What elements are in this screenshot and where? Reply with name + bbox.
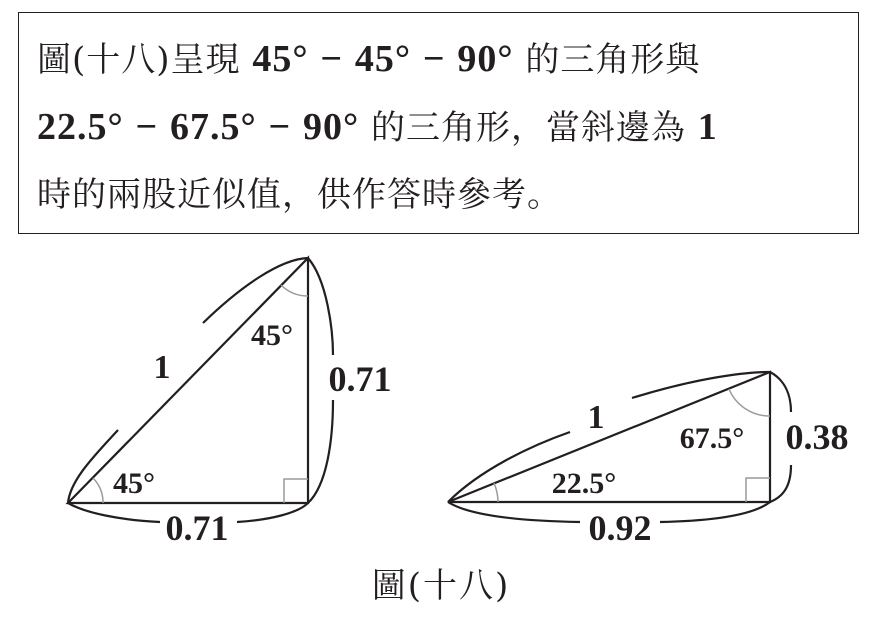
vertical-leg-brace <box>770 465 791 502</box>
figure-caption: 圖(十八) <box>371 566 511 606</box>
right-bottom-angle-label: 22.5° <box>551 467 617 500</box>
right-angle-mark <box>284 479 308 503</box>
horizontal-leg-brace <box>237 503 308 522</box>
right-vertical-leg-label: 0.38 <box>785 417 849 457</box>
bottom-angle-arc <box>93 478 103 503</box>
left-horizontal-leg-label: 0.71 <box>165 508 229 548</box>
hypotenuse-brace <box>68 430 118 503</box>
angle-value: 90° <box>302 106 360 148</box>
angle-value: 90° <box>457 38 514 80</box>
left-bottom-angle-label: 45° <box>113 467 155 500</box>
angle-value: 45° <box>354 38 412 80</box>
right-top-angle-label: 67.5° <box>679 422 745 455</box>
info-line-3: 時的兩股近似值，供作答時參考。 <box>37 175 562 215</box>
horizontal-leg-brace <box>660 502 770 522</box>
info-tail-text: 的三角形與 <box>525 40 701 80</box>
top-angle-arc <box>729 389 770 416</box>
triangle-outline <box>68 258 308 503</box>
info-mid-text: 的三角形，當斜邊為 <box>370 108 686 148</box>
info-lead-text: 圖(十八)呈現 <box>37 40 241 80</box>
triangle-45-45-90 <box>68 258 333 522</box>
top-angle-arc <box>281 285 308 296</box>
right-hypotenuse-label: 1 <box>587 399 605 436</box>
hypotenuse-value: 1 <box>697 106 718 148</box>
left-top-angle-label: 45° <box>251 319 293 352</box>
dash-separator: − <box>422 38 446 80</box>
hypotenuse-brace <box>632 372 770 398</box>
dash-separator: − <box>268 106 292 148</box>
dash-separator: − <box>135 106 159 148</box>
horizontal-leg-brace <box>68 503 160 522</box>
horizontal-leg-brace <box>448 502 580 522</box>
vertical-leg-brace <box>308 400 333 503</box>
angle-value: 45° <box>252 38 309 80</box>
left-hypotenuse-label: 1 <box>153 349 171 386</box>
right-horizontal-leg-label: 0.92 <box>588 508 652 548</box>
vertical-leg-brace <box>308 258 333 355</box>
angle-value: 22.5° <box>37 106 124 148</box>
right-angle-mark <box>746 478 770 502</box>
vertical-leg-brace <box>770 372 791 412</box>
dash-separator: − <box>320 38 344 80</box>
angle-value: 67.5° <box>169 106 257 148</box>
bottom-angle-arc <box>494 483 498 502</box>
hypotenuse-brace <box>203 258 308 323</box>
left-vertical-leg-label: 0.71 <box>328 359 392 399</box>
